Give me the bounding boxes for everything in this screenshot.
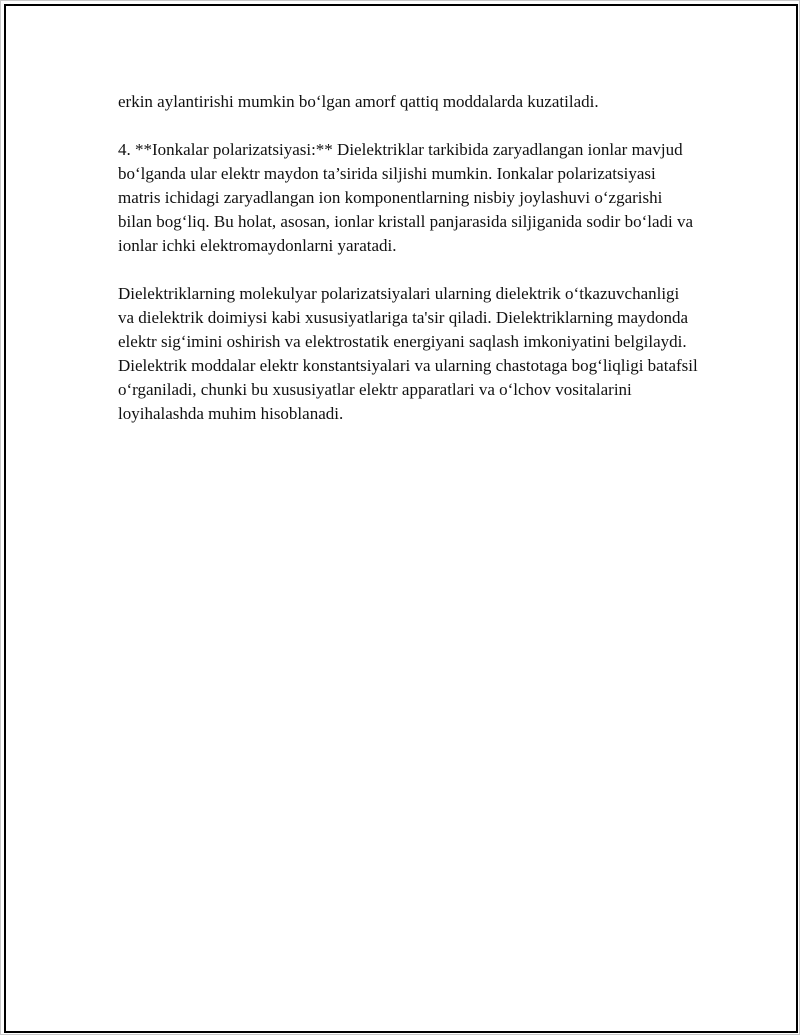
paragraph-ionic-polarization: 4. **Ionkalar polarizatsiyasi:** Dielektriklar tarkibida zaryadlangan ionlar mavjud bo‘lganda ular elektr maydon ta’sirida siljishi mumkin. Ionkalar polarizatsiyasi matris ichidagi zaryadlangan ion komponentlarning nisbiy joylashuvi o‘zgarishi bilan bog‘liq. Bu holat, asosan, ionlar kristall panjarasida siljiganida sodir bo‘ladi va ionlar ichki elektromaydonlarni yaratadi. <box>118 140 694 255</box>
paragraph-continuation: erkin aylantirishi mumkin bo‘lgan amorf qattiq moddalarda kuzatiladi. <box>118 92 599 111</box>
document-body <box>118 90 698 450</box>
paragraph-summary: Dielektriklarning molekulyar polarizatsiyalari ularning dielektrik o‘tkazuvchanligi va dielektrik doimiysi kabi xususiyatlariga ta'sir qiladi. Dielektriklarning maydonda elektr sig‘imini oshirish va elektrostatik energiyani saqlash imkoniyatini belgilaydi. Dielektrik moddalar elektr konstantsiyalari va ularning chastotaga bog‘liqligi batafsil o‘rganiladi, chunki bu xususiyatlar elektr apparatlari va o‘lchov vositalarini loyihalashda muhim hisoblanadi. <box>118 284 698 423</box>
